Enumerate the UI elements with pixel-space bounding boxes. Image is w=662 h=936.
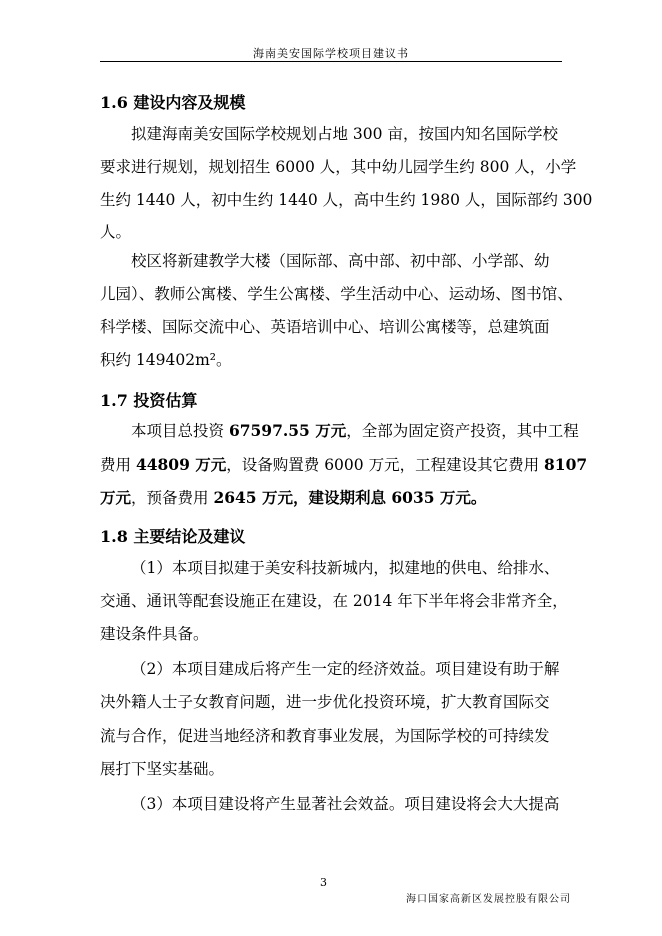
paragraph-line: [100, 490, 486, 507]
paragraph-line: 要求进行规划，规划招生 6000 人，其中幼儿园学生约 800 人，小学: [100, 158, 577, 176]
paragraph-line: 交通、通讯等配套设施正在建设，在 2014 年下半年将会非常齐全，: [100, 592, 568, 610]
section-heading-1-7: 1.7 投资估算: [100, 391, 198, 410]
page-header: 海南美安国际学校项目建议书: [253, 47, 409, 60]
page-number: 3: [320, 876, 327, 889]
paragraph-line: 建设条件具备。: [100, 625, 209, 643]
section-heading-1-8: 1.8 主要结论及建议: [100, 527, 246, 546]
paragraph-line: 儿园）、教师公寓楼、学生公寓楼、学生活动中心、运动场、图书馆、: [100, 285, 573, 303]
text-span: 万元: [100, 488, 132, 507]
paragraph-line: 展打下坚实基础。: [100, 760, 225, 778]
paragraph-line: 积约 149402m²。: [100, 351, 232, 369]
paragraph-line: 流与合作，促进当地经济和教育事业发展，为国际学校的可持续发: [100, 727, 550, 745]
paragraph-line: 人。: [100, 223, 132, 241]
other-cost-value: 8107: [544, 455, 588, 474]
reserve-and-interest-value: 2645 万元，建设期利息 6035 万元。: [213, 488, 487, 507]
text-span: 本项目总投资: [131, 422, 229, 440]
text-span: 费用: [100, 456, 136, 474]
paragraph-line: 科学楼、国际交流中心、英语培训中心、培训公寓楼等，总建筑面: [100, 318, 550, 336]
text-span: ，设备购置费 6000 万元，工程建设其它费用: [226, 456, 544, 474]
paragraph-line: 拟建海南美安国际学校规划占地 300 亩，按国内知名国际学校: [131, 125, 558, 143]
paragraph-line: 决外籍人士子女教育问题，进一步优化投资环境，扩大教育国际交: [100, 693, 550, 711]
paragraph-line: （1）本项目拟建于美安科技新城内，拟建地的供电、给排水、: [131, 559, 560, 577]
paragraph-line: （2）本项目建成后将产生一定的经济效益。项目建设有助于解: [131, 660, 560, 678]
paragraph-line: （3）本项目建设将产生显著社会效益。项目建设将会大大提高: [131, 795, 560, 813]
footer-company-name: 海口国家高新区发展控股有限公司: [406, 894, 571, 905]
paragraph-line: 校区将新建教学大楼（国际部、高中部、初中部、小学部、幼: [131, 252, 550, 270]
paragraph-line: [131, 423, 579, 440]
total-investment-value: 67597.55 万元: [228, 421, 347, 440]
text-span: ，预备费用: [131, 489, 214, 507]
header-divider: [100, 61, 562, 62]
engineering-cost-value: 44809 万元: [135, 455, 227, 474]
section-heading-1-6: 1.6 建设内容及规模: [100, 93, 246, 112]
paragraph-line: [100, 457, 587, 474]
paragraph-line: 生约 1440 人，初中生约 1440 人，高中生约 1980 人，国际部约 300: [100, 191, 593, 209]
text-span: ，全部为固定资产投资，其中工程: [346, 422, 579, 440]
